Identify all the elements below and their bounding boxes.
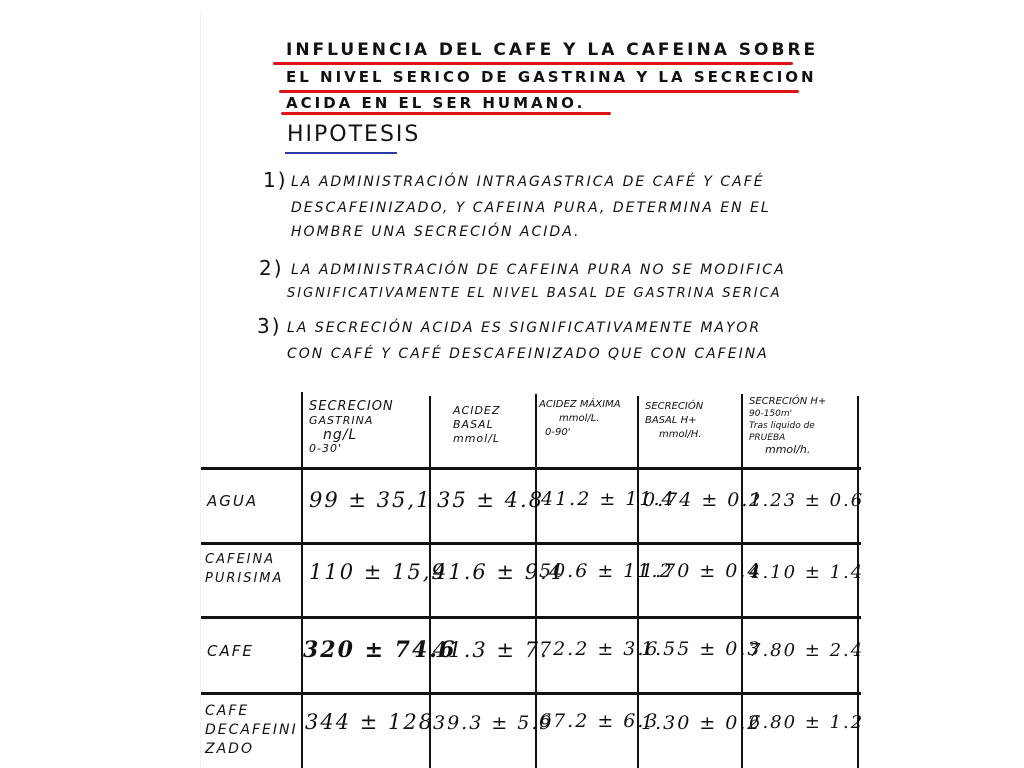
column-header-line: mmol/h. [765,443,811,456]
table-cell: 67.2 ± 6.3 [539,710,660,732]
title-line-2: EL NIVEL SERICO DE GASTRINA Y LA SECRECION [286,68,817,86]
hypothesis-2-line-2: SIGNIFICATIVAMENTE EL NIVEL BASAL DE GASTRINA SERICA [287,286,782,301]
title-underline-1 [273,62,793,65]
table-row-rule [201,542,861,545]
table-row-rule [201,692,861,695]
row-label-line: DECAFEINI [205,722,298,738]
row-label-line: ZADO [205,741,254,757]
column-header-line: SECRECIÓN [645,401,704,412]
hypothesis-3-line-1: LA SECRECIÓN ACIDA ES SIGNIFICATIVAMENTE MAYOR [287,320,762,336]
column-header-acidez-maxima [539,398,621,440]
column-header-line: Tras liquido de [749,421,815,431]
column-header-line: mmol/H. [659,429,702,440]
hypothesis-2-line-1: LA ADMINISTRACIÓN DE CAFEINA PURA NO SE MODIFICA [291,262,786,278]
heading-underline [285,152,397,154]
table-row-rule [201,616,861,619]
column-header-secrecion-h [749,396,826,456]
table-cell: 39.3 ± 5.9 [433,712,554,734]
row-label-line: PURISIMA [205,571,284,586]
table-column-rule [301,392,303,768]
table-cell: 35 ± 4.8 [437,488,545,512]
column-header-line: BASAL [453,418,494,431]
column-header-line: mmol/L. [559,413,600,424]
column-header-line: ng/L [323,427,358,443]
column-header-line: ACIDEZ MÁXIMA [539,399,621,410]
hypothesis-heading: HIPOTESIS [287,122,421,147]
hypothesis-2-number: 2) [259,256,284,280]
row-label-line: CAFE [207,642,254,660]
table-cell: 4.10 ± 1.4 [749,562,865,583]
row-label-cafeina-purisima [205,550,283,588]
row-label-line: AGUA [207,492,259,510]
title-line-3: ACIDA EN EL SER HUMANO. [286,94,586,112]
title-line-1: INFLUENCIA DEL CAFE Y LA CAFEINA SOBRE [286,40,819,60]
hypothesis-3-line-2: CON CAFÉ Y CAFÉ DESCAFEINIZADO QUE CON CAFEINA [287,346,769,362]
table-cell: 7.80 ± 2.4 [749,640,865,661]
column-header-line: 0-30' [309,442,342,455]
table-cell: 0.74 ± 0.1 [643,489,764,511]
table-cell: 41.3 ± 7. [433,638,549,662]
row-label-agua [207,492,258,511]
row-label-line: CAFE [205,703,250,719]
column-header-line: GASTRINA [309,414,374,427]
hypothesis-1-number: 1) [263,168,288,192]
hypothesis-3-number: 3) [257,314,282,338]
row-label-cafe [207,642,254,661]
column-header-line: SECRECIÓN H+ [749,396,827,407]
column-header-secrecion-basal [645,400,703,442]
row-label-cafe-decafeinizado [205,702,298,759]
column-header-line: 0-90' [545,427,571,438]
title-underline-2 [279,90,799,93]
table-cell: 6.80 ± 1.2 [749,712,865,733]
title-underline-3 [281,112,611,115]
column-header-line: ACIDEZ [453,404,501,417]
table-cell: 344 ± 128 [305,710,435,734]
hypothesis-1-line-2: DESCAFEINIZADO, Y CAFEINA PURA, DETERMINA EN EL [291,200,771,216]
table-cell: 72.2 ± 3.6 [539,638,660,660]
column-header-line: mmol/L [453,432,501,445]
table-cell: 320 ± 74.6 [303,637,457,663]
hypothesis-1-line-1: LA ADMINISTRACIÓN INTRAGASTRICA DE CAFÉ Y CAFÉ [291,174,765,190]
table-cell: 1.55 ± 0.3 [641,638,762,660]
table-cell: 50.6 ± 11.2 [539,560,674,582]
column-header-line: PRUEBA [749,433,786,443]
table-cell: 1.30 ± 0.2 [641,712,762,734]
hypothesis-1-line-3: HOMBRE UNA SECRECIÓN ACIDA. [291,224,581,240]
handwritten-page [200,12,865,768]
table-cell: 41.6 ± 9.4 [433,560,565,584]
column-header-acidez-basal [453,404,500,446]
table-cell: 110 ± 15,9 [309,560,447,584]
table-cell: 99 ± 35,1 [309,488,432,512]
column-header-line: SECRECION [309,399,394,414]
table-cell: 2.23 ± 0.6 [749,490,865,511]
column-header-gastrina [309,400,394,456]
table-cell: 1.70 ± 0.4 [641,560,762,582]
row-label-line: CAFEINA [205,552,276,567]
column-header-line: BASAL H+ [645,415,697,426]
table-cell: 41.2 ± 11.4 [541,488,676,510]
column-header-line: 90-150m' [749,409,793,419]
table-header-rule [201,467,861,470]
